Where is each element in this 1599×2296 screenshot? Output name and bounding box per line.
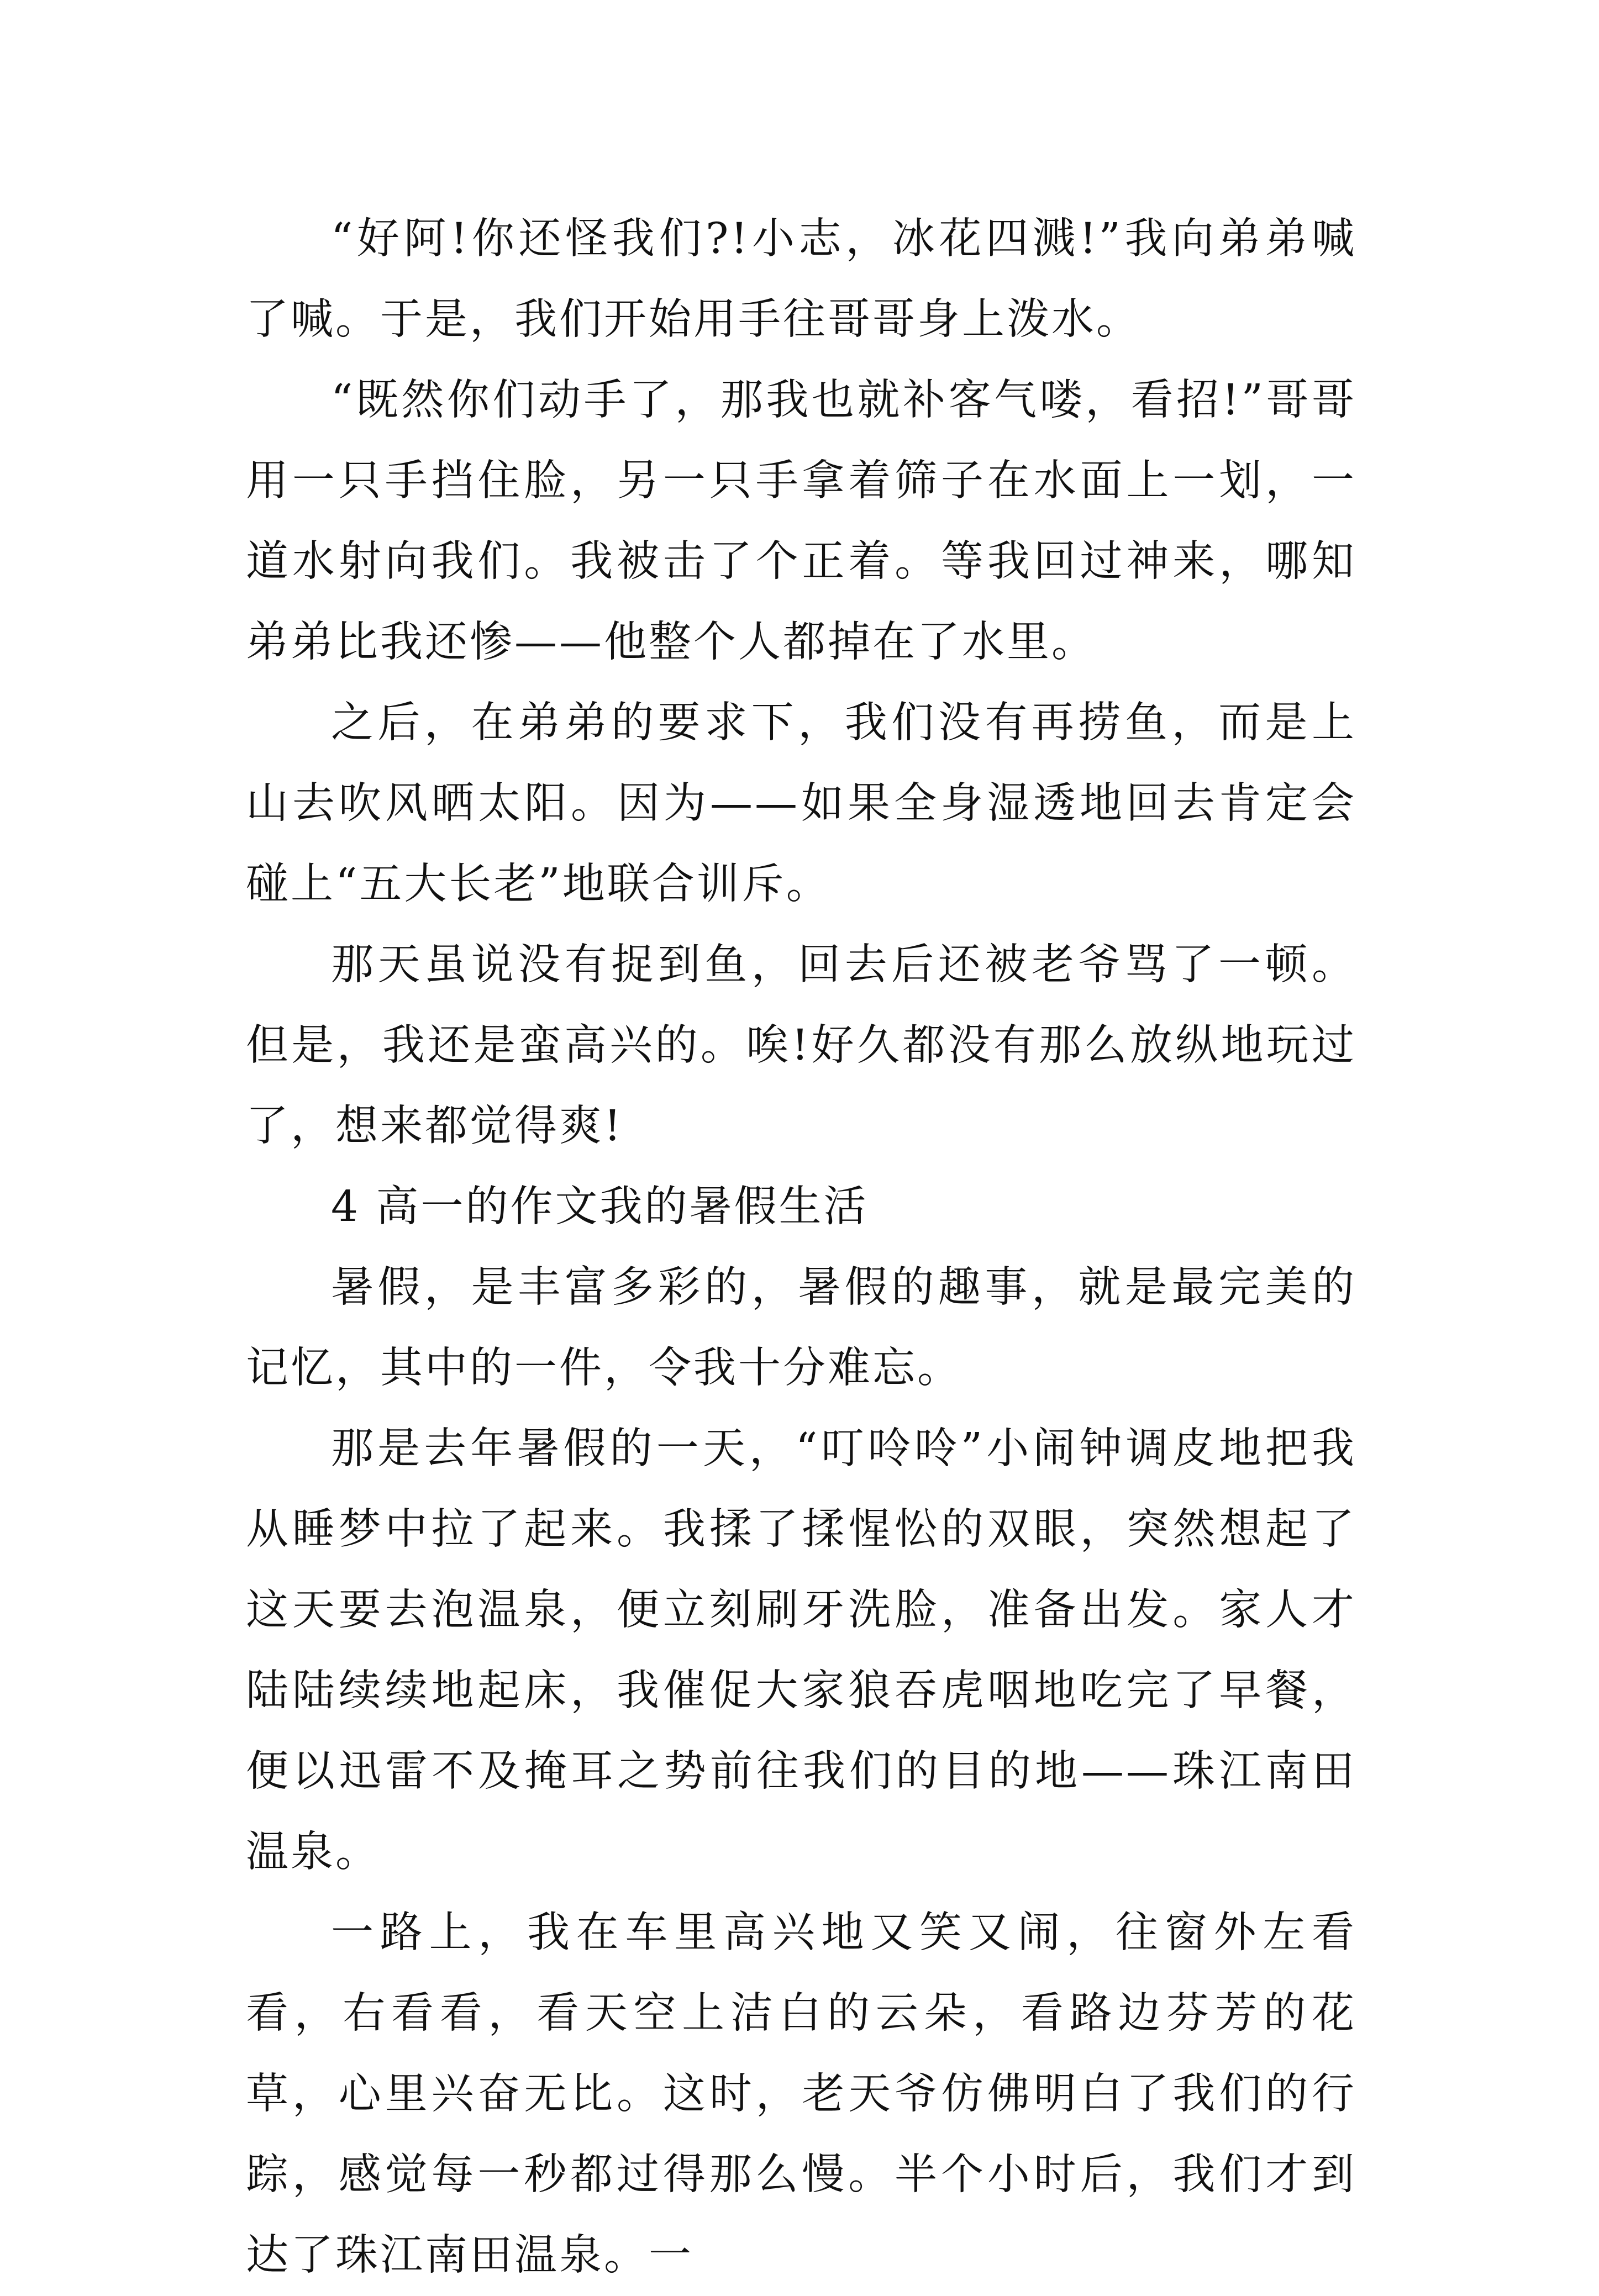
paragraph-conclusion: 那天虽说没有捉到鱼，回去后还被老爷骂了一顿。但是，我还是蛮高兴的。唉!好久都没有那么放纵地玩过了，想来都觉得爽! xyxy=(246,940,1356,1151)
essay-heading: 4 高一的作文我的暑假生活 xyxy=(331,1182,869,1231)
paragraph-splash-fight: “好阿!你还怪我们?!小志，冰花四溅!”我向弟弟喊了喊。于是，我们开始用手往哥哥身上泼水。 xyxy=(246,214,1356,344)
paragraph-go-up-mountain: 之后，在弟弟的要求下，我们没有再捞鱼，而是上山去吹风晒太阳。因为——如果全身湿透地回去肯定会碰上“五大长老”地联合训斥。 xyxy=(246,698,1356,909)
document-body xyxy=(246,199,1356,2296)
paragraph-summer-intro: 暑假，是丰富多彩的，暑假的趣事，就是最完美的记忆，其中的一件，令我十分难忘。 xyxy=(246,1263,1356,1393)
paragraph-brother-counterattack: “既然你们动手了，那我也就补客气喽，看招!”哥哥用一只手挡住脸，另一只手拿着筛子在水面上一划，一道水射向我们。我被击了个正着。等我回过神来，哪知弟弟比我还惨——他整个人都掉在了水里。 xyxy=(246,376,1356,667)
paragraph-on-the-road: 一路上，我在车里高兴地又笑又闹，往窗外左看看，右看看，看天空上洁白的云朵，看路边芬芳的花草，心里兴奋无比。这时，老天爷仿佛明白了我们的行踪，感觉每一秒都过得那么慢。半个小时后，我们才到达了珠江南田温泉。一 xyxy=(246,1908,1356,2280)
paragraph-hot-spring-morning: 那是去年暑假的一天，“叮呤呤”小闹钟调皮地把我从睡梦中拉了起来。我揉了揉惺忪的双眼，突然想起了这天要去泡温泉，便立刻刷牙洗脸，准备出发。家人才陆陆续续地起床，我催促大家狼吞虎咽地吃完了早餐，便以迅雷不及掩耳之势前往我们的目的地——珠江南田温泉。 xyxy=(246,1424,1356,1877)
